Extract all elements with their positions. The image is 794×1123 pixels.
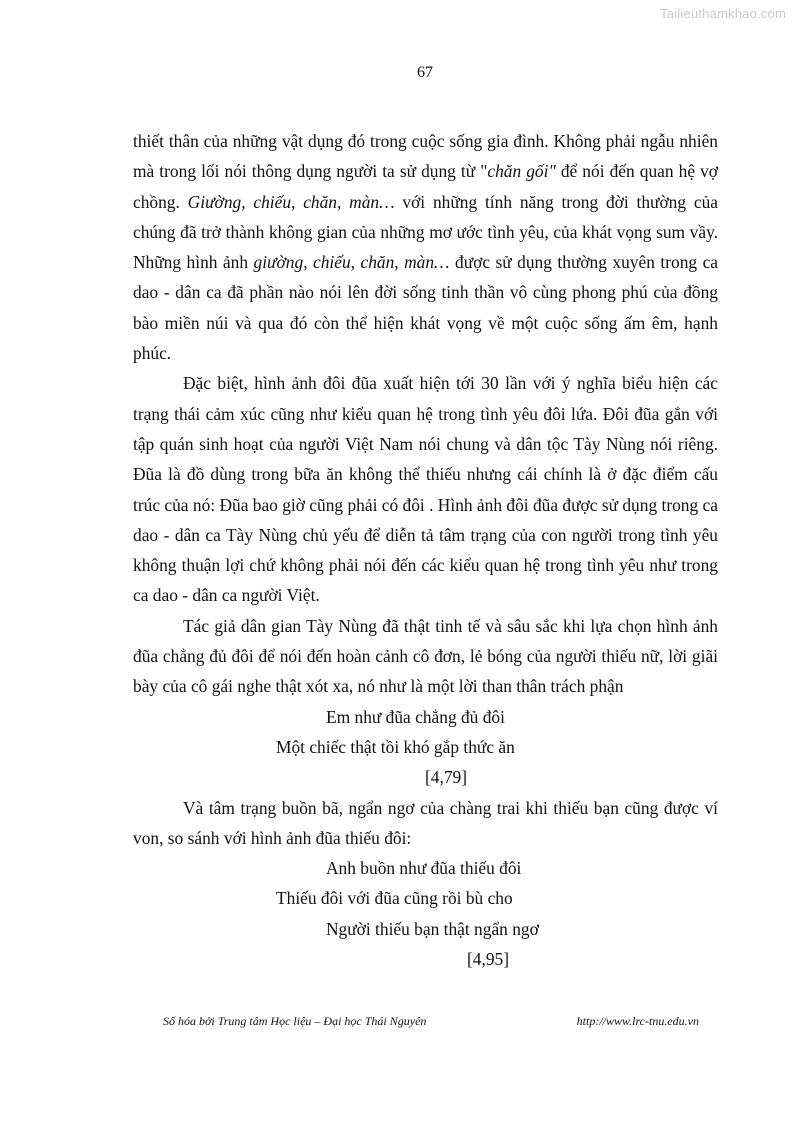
paragraph-2: Đặc biệt, hình ảnh đôi đũa xuất hiện tới 30 lần với ý nghĩa biểu hiện các trạng thái cảm xúc cũng như kiểu quan hệ trong tình yêu đôi lứa. Đôi đũa gắn với tập quán sinh hoạt của người Việt Nam nói chung và dân tộc Tày Nùng nói riêng. Đũa là đồ dùng trong bữa ăn không thể thiếu nhưng cái chính là ở đặc điểm cấu trúc của nó: Đũa bao giờ cũng phải có đôi . Hình ảnh đôi đũa được sử dụng trong ca dao - dân ca Tày Nùng chủ yếu để diễn tả tâm trạng của con người trong tình yêu không thuận lợi chứ không phải nói đến các kiểu quan hệ trong tình yêu như trong ca dao - dân ca người Việt. bbox=[133, 373, 718, 606]
verse-1-citation: [4,79] bbox=[425, 767, 468, 788]
footer-url: http://www.lrc-tnu.edu.vn bbox=[576, 1014, 699, 1028]
paragraph-1-part-b: để nói đến quan hệ vợ chồng. bbox=[133, 161, 718, 212]
page-number: 67 bbox=[417, 64, 433, 81]
verse-1-line-2: Một chiếc thật tồi khó gắp thức ăn bbox=[276, 736, 515, 757]
verse-2-line-1: Anh buồn như đũa thiếu đôi bbox=[326, 858, 522, 879]
verse-2-line-3: Người thiếu bạn thật ngẩn ngơ bbox=[326, 918, 539, 939]
verse-1-line-1: Em như đũa chẳng đủ đôi bbox=[326, 706, 505, 727]
paragraph-1-part-a: thiết thân của những vật dụng đó trong cuộc sống gia đình. Không phải ngẫu nhiên mà trong lối nói thông dụng người ta sử dụng từ " bbox=[133, 131, 718, 182]
paragraph-1-italic-c: giường, chiếu, chăn, màn… bbox=[253, 252, 450, 273]
paragraph-1-part-d: được sử dụng thường xuyên trong ca dao - dân ca đã phần nào nói lên đời sống tinh thần vô cùng phong phú của đồng bào miền núi và qua đó còn thể hiện khát vọng về một cuộc sống ấm êm, hạnh phúc. bbox=[133, 252, 719, 364]
footer-source: Số hóa bởi Trung tâm Học liệu – Đại học Thái Nguyên bbox=[163, 1014, 427, 1028]
body-text bbox=[133, 126, 718, 974]
paragraph-1-italic-a: chăn gối" bbox=[487, 161, 556, 182]
paragraph-1-italic-b: Giường, chiếu, chăn, màn… bbox=[187, 191, 395, 212]
verse-2-line-2: Thiếu đôi với đũa cũng rồi bù cho bbox=[276, 888, 513, 909]
watermark-text: Tailieuthamkhao.com bbox=[660, 6, 786, 21]
paragraph-4: Và tâm trạng buồn bã, ngẩn ngơ của chàng trai khi thiếu bạn cũng được ví von, so sánh với hình ảnh đũa thiếu đôi: bbox=[133, 797, 718, 848]
paragraph-3: Tác giả dân gian Tày Nùng đã thật tinh tế và sâu sắc khi lựa chọn hình ảnh đũa chẳng đủ đôi để nói đến hoàn cảnh cô đơn, lẻ bóng của người thiếu nữ, lời giãi bày của cô gái nghe thật xót xa, nó như là một lời than thân trách phận bbox=[133, 615, 718, 697]
paragraph-1 bbox=[133, 126, 718, 368]
paragraph-1-part-c: với những tính năng trong đời thường của chúng đã trở thành không gian của những mơ ước tình yêu, của khát vọng sum vầy. Những hình ảnh bbox=[133, 191, 718, 273]
verse-2-citation: [4,95] bbox=[467, 949, 510, 970]
